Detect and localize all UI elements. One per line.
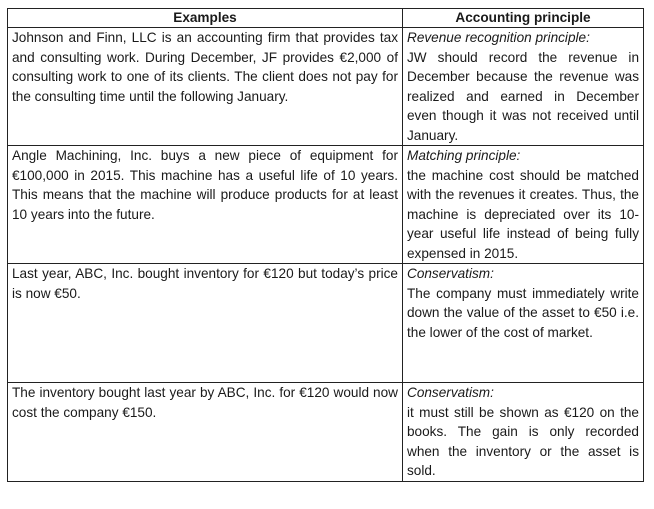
principle-text: The company must immediately write down the value of the asset to €50 i.e. the lower of the cost of market. [407,285,639,340]
principle-text: JW should record the revenue in December because the revenue was realized and earned in December even though it was not received until January. [407,49,639,143]
principle-cell [403,383,644,482]
principle-cell [403,146,644,264]
example-cell: Johnson and Finn, LLC is an accounting firm that provides tax and consulting work. During December, JF provides €2,000 of consulting work to one of its clients. The client does not pay for the consulting time until the following January. [8,28,403,146]
example-cell: The inventory bought last year by ABC, Inc. for €120 would now cost the company €150. [8,383,403,482]
principle-text: it must still be shown as €120 on the books. The gain is only recorded when the inventory or the asset is sold. [407,404,639,478]
header-accounting-principle: Accounting principle [403,9,644,28]
principle-cell [403,264,644,383]
example-cell: Angle Machining, Inc. buys a new piece of equipment for €100,000 in 2015. This machine has a useful life of 10 years. This means that the machine will produce products for at least 10 years into the future. [8,146,403,264]
principle-cell [403,28,644,146]
accounting-principles-table [7,8,644,482]
table-row [8,264,644,383]
table-row [8,146,644,264]
principle-name: Matching principle: [407,148,521,163]
table-row [8,383,644,482]
principle-name: Conservatism: [407,385,494,400]
principle-text: the machine cost should be matched with the revenues it creates. Thus, the machine is depreciated over its 10-year useful life instead of being fully expensed in 2015. [407,167,639,261]
table-row [8,28,644,146]
example-cell: Last year, ABC, Inc. bought inventory for €120 but today’s price is now €50. [8,264,403,383]
principle-name: Revenue recognition principle: [407,30,590,45]
header-examples: Examples [8,9,403,28]
table-header-row [8,9,644,28]
principle-name: Conservatism: [407,266,494,281]
